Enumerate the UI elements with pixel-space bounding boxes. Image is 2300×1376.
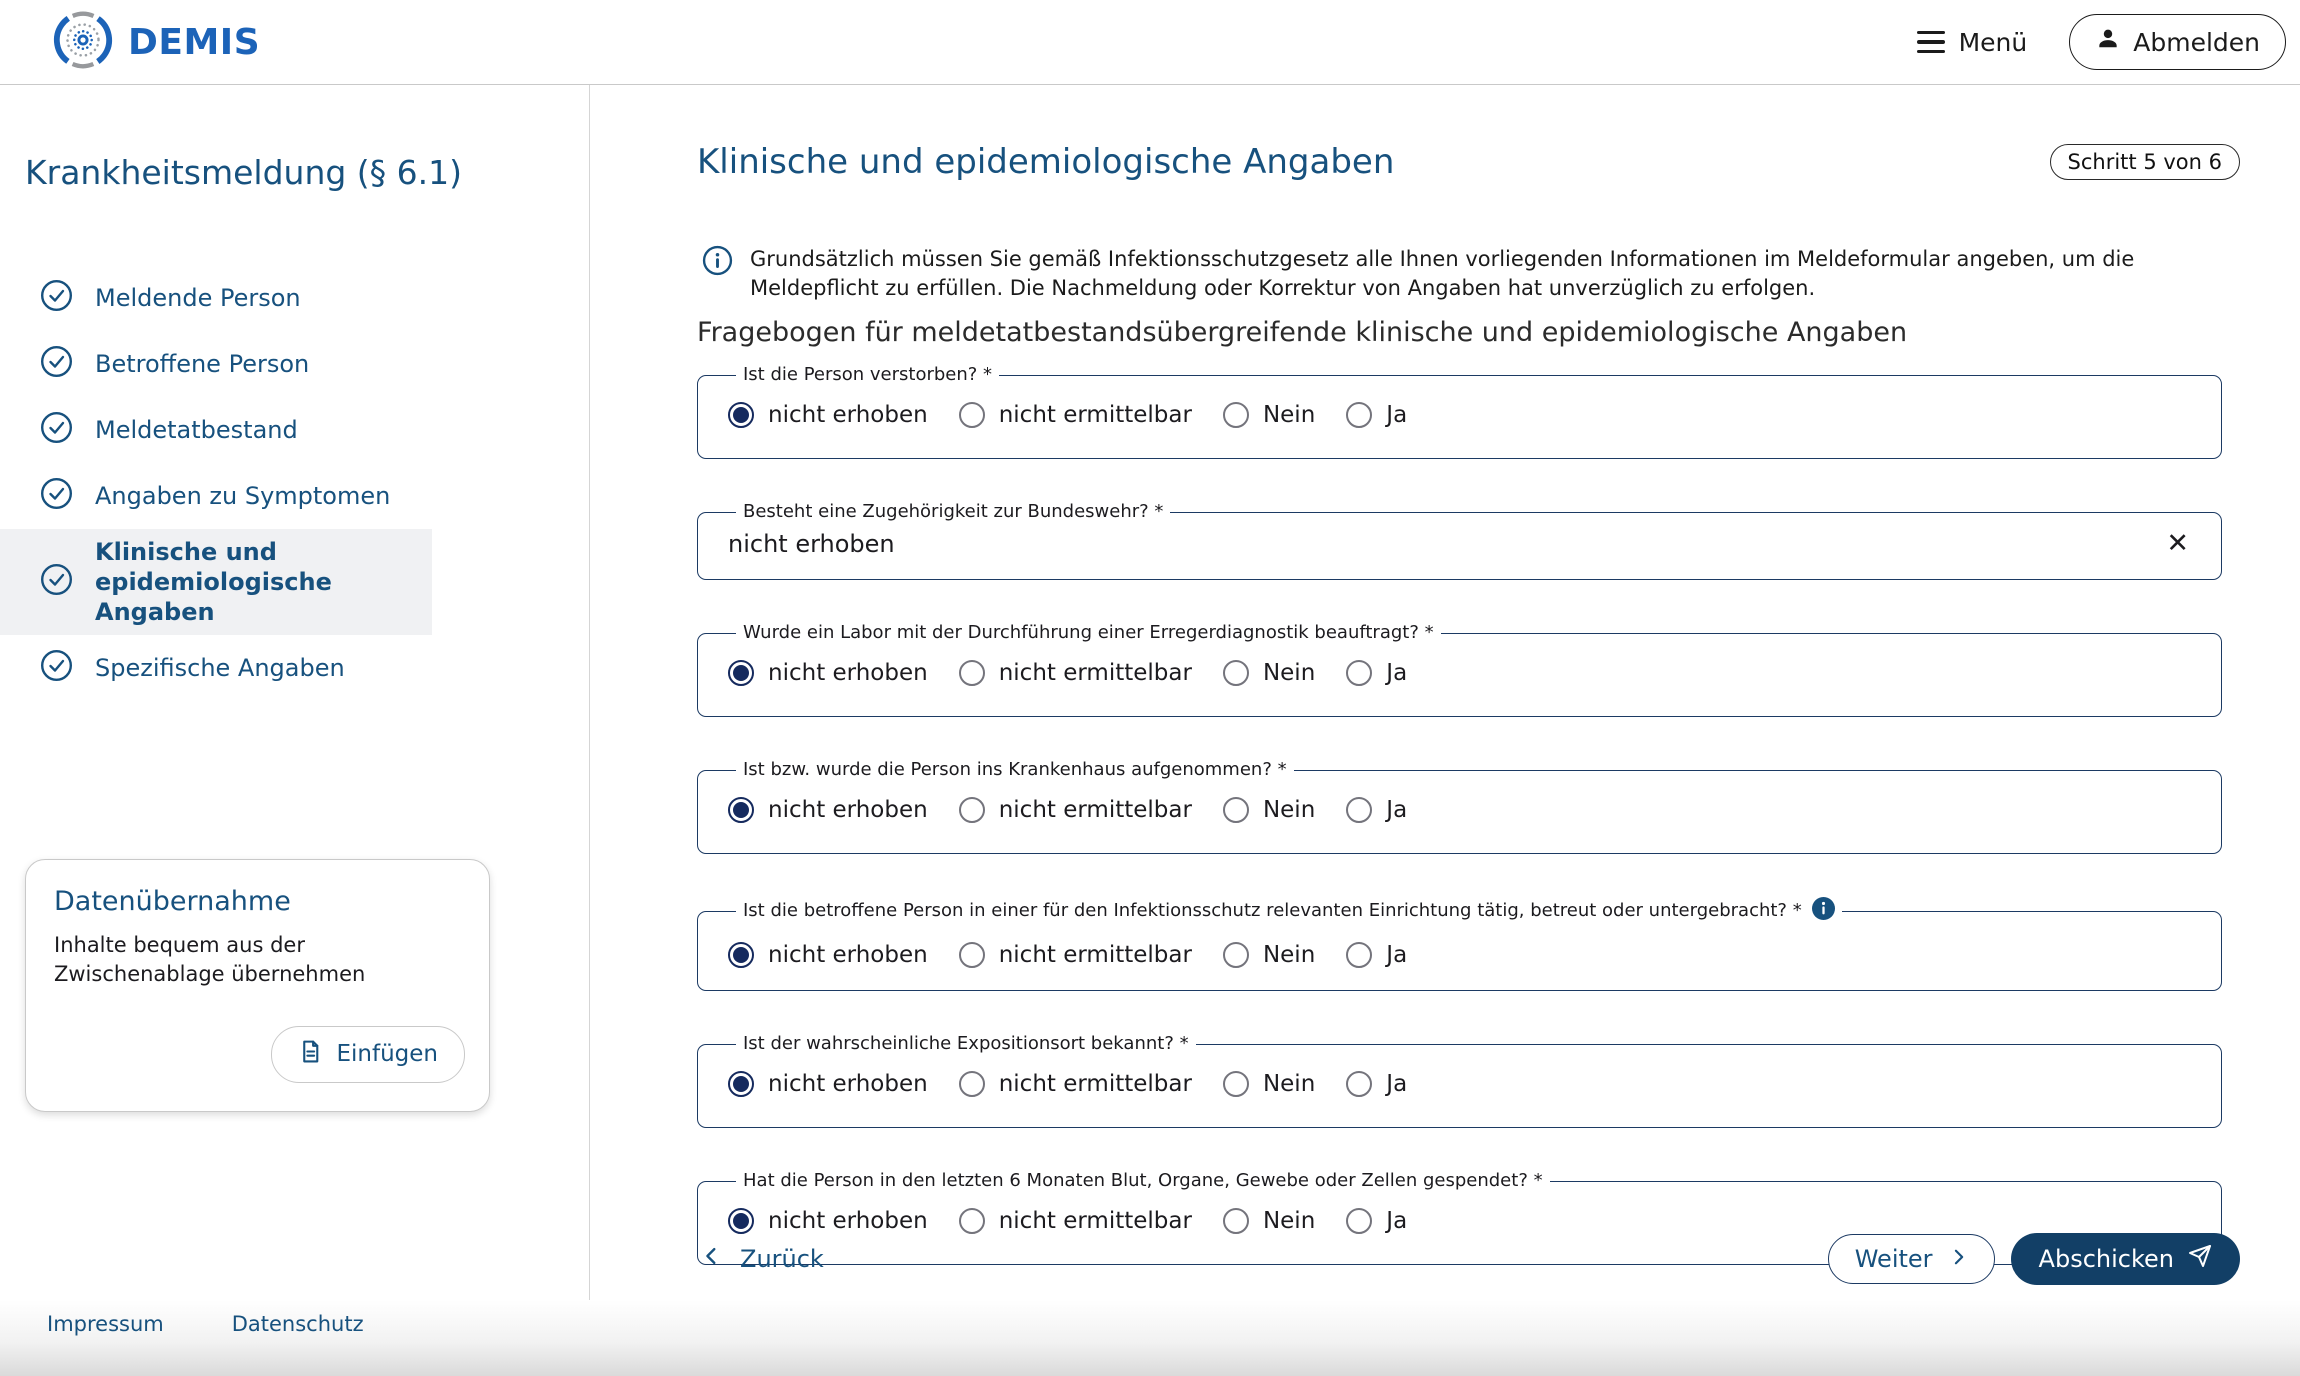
footer-link-datenschutz[interactable]: Datenschutz <box>231 1312 364 1336</box>
info-filled-icon[interactable] <box>1812 897 1835 926</box>
back-button-label: Zurück <box>740 1245 824 1273</box>
radio-icon[interactable] <box>1346 1071 1372 1097</box>
form-actions <box>697 1221 2240 1297</box>
sidebar-item-label: Betroffene Person <box>95 349 310 378</box>
sidebar-item-angaben-zu-symptomen[interactable] <box>0 463 432 529</box>
radio-option-label: nicht ermittelbar <box>998 796 1192 823</box>
check-circle-icon <box>40 563 73 600</box>
radio-option-label: nicht erhoben <box>768 941 928 968</box>
question-label: Ist der wahrscheinliche Expositionsort bekannt? * <box>743 1032 1189 1054</box>
question-label: Ist die Person verstorben? * <box>743 363 993 385</box>
sidebar-item-label: Angaben zu Symptomen <box>95 481 391 510</box>
radio-option-label: Ja <box>1386 941 1408 968</box>
radio-icon[interactable] <box>959 402 985 428</box>
radio-option[interactable] <box>728 1071 928 1097</box>
step-navigation <box>0 265 432 701</box>
radio-option[interactable] <box>1223 1071 1315 1097</box>
info-icon <box>702 245 733 303</box>
clipboard-card-title: Datenübernahme <box>54 885 291 917</box>
radio-icon[interactable] <box>959 1071 985 1097</box>
radio-option-label: Nein <box>1262 401 1316 428</box>
paste-button[interactable] <box>271 1026 465 1083</box>
radio-option[interactable] <box>959 942 1192 968</box>
radio-option[interactable] <box>1223 402 1315 428</box>
radio-option[interactable] <box>959 1071 1192 1097</box>
radio-option[interactable] <box>1346 942 1407 968</box>
person-icon <box>2095 26 2121 58</box>
sidebar-item-spezifische-angaben[interactable] <box>0 635 432 701</box>
radio-icon[interactable] <box>1346 402 1372 428</box>
send-icon <box>2188 1244 2212 1274</box>
form-scroll-area[interactable] <box>697 245 2222 1234</box>
radio-option[interactable] <box>728 797 928 823</box>
radio-option-label: nicht ermittelbar <box>998 659 1192 686</box>
radio-option-label: nicht ermittelbar <box>998 941 1192 968</box>
demis-logo-icon <box>52 9 114 75</box>
radio-option-label: Ja <box>1386 1070 1408 1097</box>
radio-option-label: Ja <box>1386 659 1408 686</box>
radio-option[interactable] <box>1346 1071 1407 1097</box>
radio-option[interactable] <box>959 797 1192 823</box>
page-title: Klinische und epidemiologische Angaben <box>697 142 1395 182</box>
check-circle-icon <box>40 649 73 686</box>
radio-icon[interactable] <box>1223 402 1249 428</box>
radio-option[interactable] <box>959 660 1192 686</box>
radio-option[interactable] <box>1223 660 1315 686</box>
back-button[interactable] <box>701 1245 824 1273</box>
radio-icon[interactable] <box>1223 660 1249 686</box>
radio-option[interactable] <box>1223 797 1315 823</box>
question-besteht-eine-zugehoerigkeit-zur-bundeswehr <box>697 502 2222 580</box>
radio-icon[interactable] <box>728 1208 754 1234</box>
sidebar-item-meldende-person[interactable] <box>0 265 432 331</box>
sidebar-item-label: Klinische und epidemiologische Angaben <box>95 537 332 626</box>
question-label: Ist die betroffene Person in einer für den Infektionsschutz relevanten Einrichtung tätig, betreut oder untergebracht? * <box>743 899 1802 921</box>
radio-icon[interactable] <box>728 1071 754 1097</box>
paste-button-label: Einfügen <box>336 1041 438 1068</box>
clipboard-card <box>25 859 490 1112</box>
radio-group <box>728 942 2191 968</box>
radio-icon[interactable] <box>1346 1208 1372 1234</box>
demis-logo[interactable] <box>52 9 260 75</box>
radio-icon[interactable] <box>959 660 985 686</box>
radio-option-label: nicht erhoben <box>768 1207 928 1234</box>
radio-icon[interactable] <box>1223 797 1249 823</box>
check-circle-icon <box>40 345 73 382</box>
question-ist-bzw-wurde-die-person-ins-krankenhaus-aufgeno <box>697 760 2222 854</box>
menu-button[interactable] <box>1917 28 2028 57</box>
main-content <box>590 85 2300 1300</box>
logout-button[interactable] <box>2069 14 2286 70</box>
radio-option-label: Nein <box>1262 1207 1316 1234</box>
radio-option-label: nicht ermittelbar <box>998 1207 1192 1234</box>
radio-option-label: nicht erhoben <box>768 659 928 686</box>
radio-option[interactable] <box>728 660 928 686</box>
sidebar-item-betroffene-person[interactable] <box>0 331 432 397</box>
sidebar-title: Krankheitsmeldung (§ 6.1) <box>25 153 463 192</box>
radio-option[interactable] <box>728 942 928 968</box>
question-label: Besteht eine Zugehörigkeit zur Bundeswehr? * <box>743 500 1164 522</box>
radio-option[interactable] <box>959 402 1192 428</box>
next-button[interactable] <box>1828 1234 1995 1284</box>
document-icon <box>298 1039 323 1070</box>
sidebar-item-label: Spezifische Angaben <box>95 653 345 682</box>
chevron-right-icon <box>1948 1245 1968 1273</box>
logo-wordmark: DEMIS <box>128 21 261 63</box>
footer-link-impressum[interactable]: Impressum <box>47 1312 164 1336</box>
radio-option[interactable] <box>1346 402 1407 428</box>
radio-group <box>728 402 2191 428</box>
radio-option-label: nicht erhoben <box>768 401 928 428</box>
next-button-label: Weiter <box>1854 1245 1933 1273</box>
question-label: Ist bzw. wurde die Person ins Krankenhaus aufgenommen? * <box>743 758 1287 780</box>
radio-icon[interactable] <box>728 402 754 428</box>
radio-group <box>728 797 2191 823</box>
question-ist-die-betroffene-person-in-einer-fuer-den-infe <box>697 897 2222 991</box>
sidebar-item-meldetatbestand[interactable] <box>0 397 432 463</box>
hamburger-icon <box>1917 31 1945 53</box>
footer <box>0 1300 2300 1376</box>
radio-group <box>728 660 2191 686</box>
submit-button[interactable] <box>2011 1233 2240 1285</box>
radio-option-label: nicht ermittelbar <box>998 401 1192 428</box>
radio-icon[interactable] <box>1223 1071 1249 1097</box>
sidebar-item-klinische-und-epidemiologische-angaben[interactable] <box>0 529 432 635</box>
menu-label: Menü <box>1958 27 2028 57</box>
radio-icon[interactable] <box>1346 660 1372 686</box>
question-label: Hat die Person in den letzten 6 Monaten Blut, Organe, Gewebe oder Zellen gespendet? * <box>743 1169 1543 1191</box>
radio-option[interactable] <box>1346 660 1407 686</box>
radio-option[interactable] <box>1223 942 1315 968</box>
radio-icon[interactable] <box>1346 942 1372 968</box>
question-wurde-ein-labor-mit-der-durchfuehrung-einer-erre <box>697 623 2222 717</box>
radio-icon[interactable] <box>728 942 754 968</box>
question-ist-der-wahrscheinliche-expositionsort-bekannt <box>697 1034 2222 1128</box>
radio-icon[interactable] <box>1346 797 1372 823</box>
logout-label: Abmelden <box>2133 27 2260 57</box>
chevron-left-icon <box>701 1245 723 1273</box>
radio-icon[interactable] <box>728 797 754 823</box>
info-note-text: Grundsätzlich müssen Sie gemäß Infektionsschutzgesetz alle Ihnen vorliegenden Informationen im Meldeformular angeben, um die Meldepflicht zu erfüllen. Die Nachmeldung oder Korrektur von Angaben hat unverzüglich zu erfolgen. <box>750 247 2135 300</box>
clear-icon[interactable]: ✕ <box>2166 528 2189 559</box>
radio-option[interactable] <box>728 402 928 428</box>
question-ist-die-person-verstorben <box>697 365 2222 459</box>
radio-option-label: nicht ermittelbar <box>998 1070 1192 1097</box>
radio-option-label: Nein <box>1262 941 1316 968</box>
submit-button-label: Abschicken <box>2038 1245 2174 1273</box>
topbar-actions <box>1917 14 2286 70</box>
radio-group <box>728 1071 2191 1097</box>
sidebar-item-label: Meldende Person <box>95 283 301 312</box>
sidebar-item-label: Meldetatbestand <box>95 415 298 444</box>
radio-option-label: nicht erhoben <box>768 796 928 823</box>
radio-icon[interactable] <box>1223 942 1249 968</box>
check-circle-icon <box>40 411 73 448</box>
question-label: Wurde ein Labor mit der Durchführung einer Erregerdiagnostik beauftragt? * <box>743 621 1434 643</box>
radio-option-label: nicht erhoben <box>768 1070 928 1097</box>
radio-option-label: Ja <box>1386 796 1408 823</box>
radio-icon[interactable] <box>959 1208 985 1234</box>
radio-option-label: Nein <box>1262 1070 1316 1097</box>
question-list <box>697 365 2222 1265</box>
section-heading: Fragebogen für meldetatbestandsübergreifende klinische und epidemiologische Angaben <box>697 316 1908 348</box>
clipboard-card-description: Inhalte bequem aus der Zwischenablage übernehmen <box>54 932 366 987</box>
check-circle-icon <box>40 279 73 316</box>
info-note <box>702 245 2222 303</box>
radio-option-label: Ja <box>1386 1207 1408 1234</box>
radio-option[interactable] <box>1346 797 1407 823</box>
radio-option-label: Ja <box>1386 401 1408 428</box>
sidebar <box>0 85 590 1300</box>
radio-icon[interactable] <box>959 942 985 968</box>
check-circle-icon <box>40 477 73 514</box>
step-badge: Schritt 5 von 6 <box>2050 144 2240 180</box>
radio-icon[interactable] <box>1223 1208 1249 1234</box>
text-input[interactable] <box>728 530 2164 558</box>
radio-icon[interactable] <box>728 660 754 686</box>
radio-icon[interactable] <box>959 797 985 823</box>
radio-option-label: Nein <box>1262 659 1316 686</box>
top-bar <box>0 0 2300 85</box>
radio-option-label: Nein <box>1262 796 1316 823</box>
